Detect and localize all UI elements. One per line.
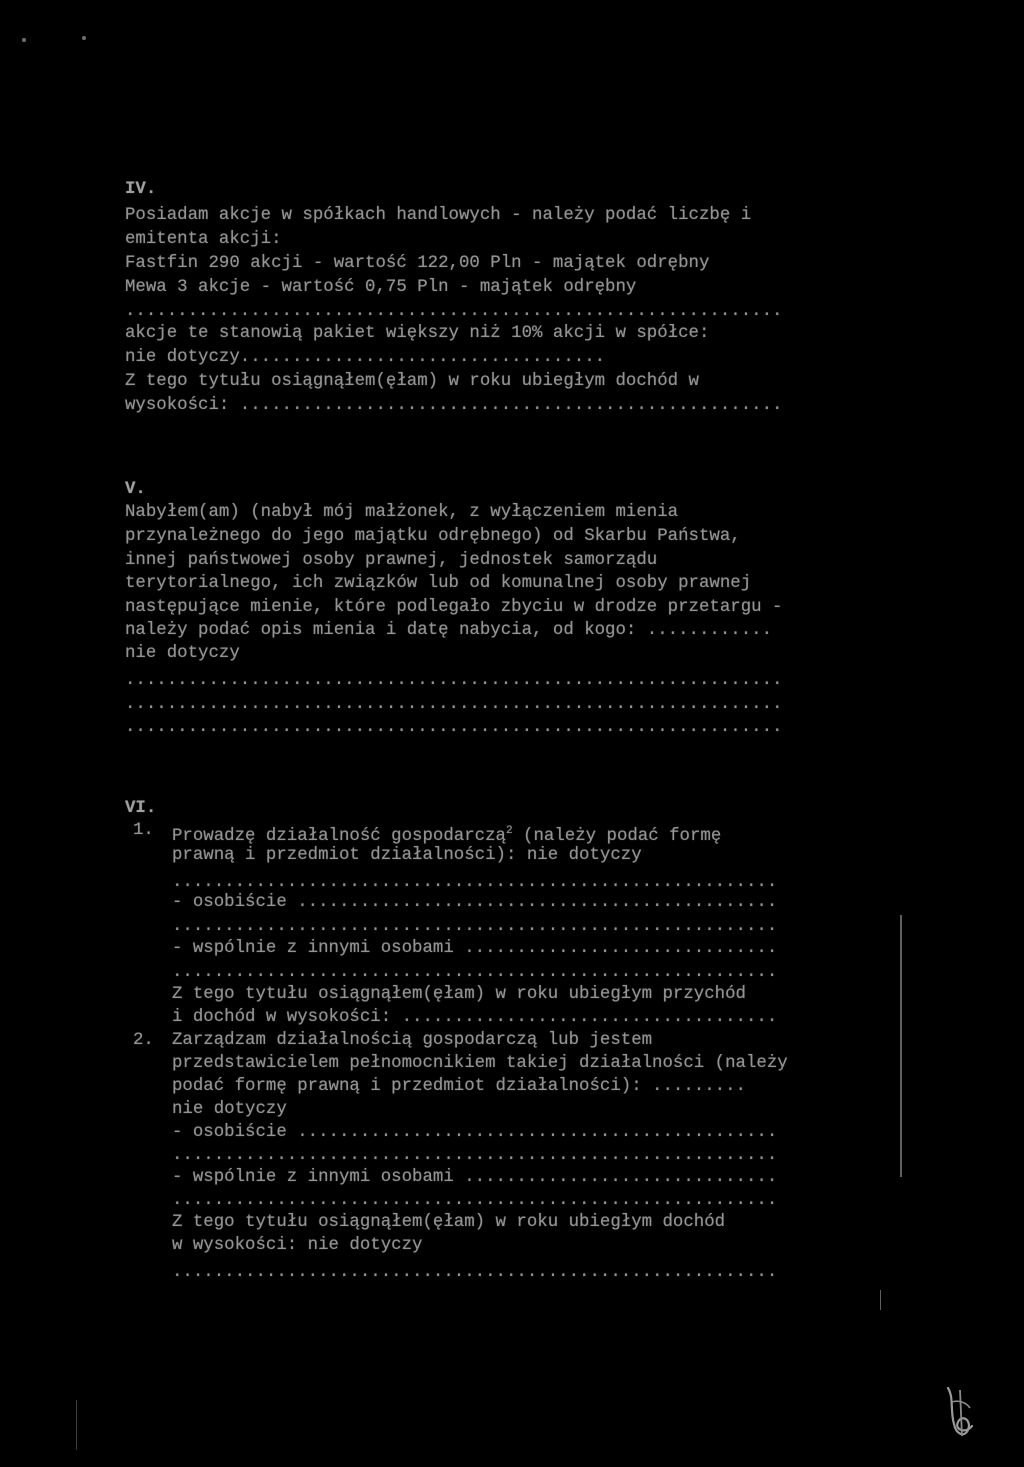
section-iv-line: Z tego tytułu osiągnąłem(ęłam) w roku ubiegłym dochód w bbox=[125, 372, 699, 391]
section-vi-item2-line: podać formę prawną i przedmiot działalności): ......... bbox=[172, 1077, 746, 1096]
handwritten-initials-mark bbox=[940, 1380, 980, 1442]
item1-tail: (należy podać formę bbox=[512, 826, 722, 846]
scan-margin-line bbox=[900, 915, 902, 1177]
section-iv-heading: IV. bbox=[125, 180, 157, 199]
section-v-line: Nabyłem(am) (nabył mój małżonek, z wyłączeniem mienia bbox=[125, 503, 679, 522]
section-vi-item2-line: .......................................................... bbox=[172, 1146, 778, 1165]
section-vi-item1-line: Z tego tytułu osiągnąłem(ęłam) w roku ubiegłym przychód bbox=[172, 985, 746, 1004]
section-v-line: ............................................................... bbox=[125, 671, 783, 690]
section-v-line: nie dotyczy bbox=[125, 644, 240, 663]
section-vi-item1-line: i dochód w wysokości: .................................... bbox=[172, 1008, 778, 1027]
section-vi-heading: VI. bbox=[125, 799, 157, 818]
section-vi-item1-line: .......................................................... bbox=[172, 873, 778, 892]
section-v-heading: V. bbox=[125, 480, 146, 499]
section-vi-item1-line bbox=[172, 820, 721, 848]
section-vi-item2-number: 2. bbox=[133, 1031, 154, 1050]
scan-speck bbox=[82, 36, 86, 40]
section-vi-item1-line: prawną i przedmiot działalności): nie dotyczy bbox=[172, 846, 642, 865]
section-vi-item2-line: w wysokości: nie dotyczy bbox=[172, 1236, 423, 1255]
section-vi-item2-line: - osobiście .............................................. bbox=[172, 1123, 778, 1142]
section-vi-item2-line: - wspólnie z innymi osobami .............................. bbox=[172, 1168, 778, 1187]
section-vi-item1-number: 1. bbox=[133, 821, 154, 840]
section-vi-item2-line: .......................................................... bbox=[172, 1191, 778, 1210]
section-vi-item2-line: .......................................................... bbox=[172, 1263, 778, 1282]
section-vi-item1-line: - osobiście .............................................. bbox=[172, 893, 778, 912]
section-iv-line: nie dotyczy................................... bbox=[125, 348, 606, 367]
section-vi-item2-line: przedstawicielem pełnomocnikiem takiej działalności (należy bbox=[172, 1054, 788, 1073]
section-iv-line: emitenta akcji: bbox=[125, 230, 282, 249]
scan-speck bbox=[22, 38, 26, 42]
section-vi-item1-line: .......................................................... bbox=[172, 917, 778, 936]
section-iv-line: Fastfin 290 akcji - wartość 122,00 Pln - majątek odrębny bbox=[125, 254, 710, 273]
section-v-line: następujące mienie, które podlegało zbyciu w drodze przetargu - bbox=[125, 598, 783, 617]
section-v-line: przynależnego do jego majątku odrębnego) od Skarbu Państwa, bbox=[125, 527, 741, 546]
section-iv-line: wysokości: .................................................... bbox=[125, 396, 783, 415]
scan-margin-line bbox=[880, 1290, 881, 1310]
footnote-ref: 2 bbox=[505, 825, 513, 837]
section-v-line: należy podać opis mienia i datę nabycia, od kogo: ............ bbox=[125, 621, 773, 640]
section-iv-line: Posiadam akcje w spółkach handlowych - należy podać liczbę i bbox=[125, 206, 752, 225]
section-vi-item1-line: .......................................................... bbox=[172, 963, 778, 982]
section-vi-item1-line: - wspólnie z innymi osobami .............................. bbox=[172, 939, 778, 958]
section-iv-line: Mewa 3 akcje - wartość 0,75 Pln - majątek odrębny bbox=[125, 278, 637, 297]
section-iv-line: akcje te stanowią pakiet większy niż 10% akcji w spółce: bbox=[125, 324, 710, 343]
section-vi-item2-line: nie dotyczy bbox=[172, 1100, 287, 1119]
section-v-line: ............................................................... bbox=[125, 695, 783, 714]
section-vi-item2-line: Z tego tytułu osiągnąłem(ęłam) w roku ubiegłym dochód bbox=[172, 1213, 726, 1232]
section-v-line: ............................................................... bbox=[125, 718, 783, 737]
item1-text: Prowadzę działalność gospodarczą bbox=[172, 826, 506, 846]
scan-margin-line bbox=[76, 1400, 77, 1450]
section-v-line: terytorialnego, ich związków lub od komunalnej osoby prawnej bbox=[125, 574, 752, 593]
section-v-line: innej państwowej osoby prawnej, jednostek samorządu bbox=[125, 551, 658, 570]
section-vi-item2-line: Zarządzam działalnością gospodarczą lub jestem bbox=[172, 1031, 653, 1050]
section-iv-line: ............................................................... bbox=[125, 302, 783, 321]
